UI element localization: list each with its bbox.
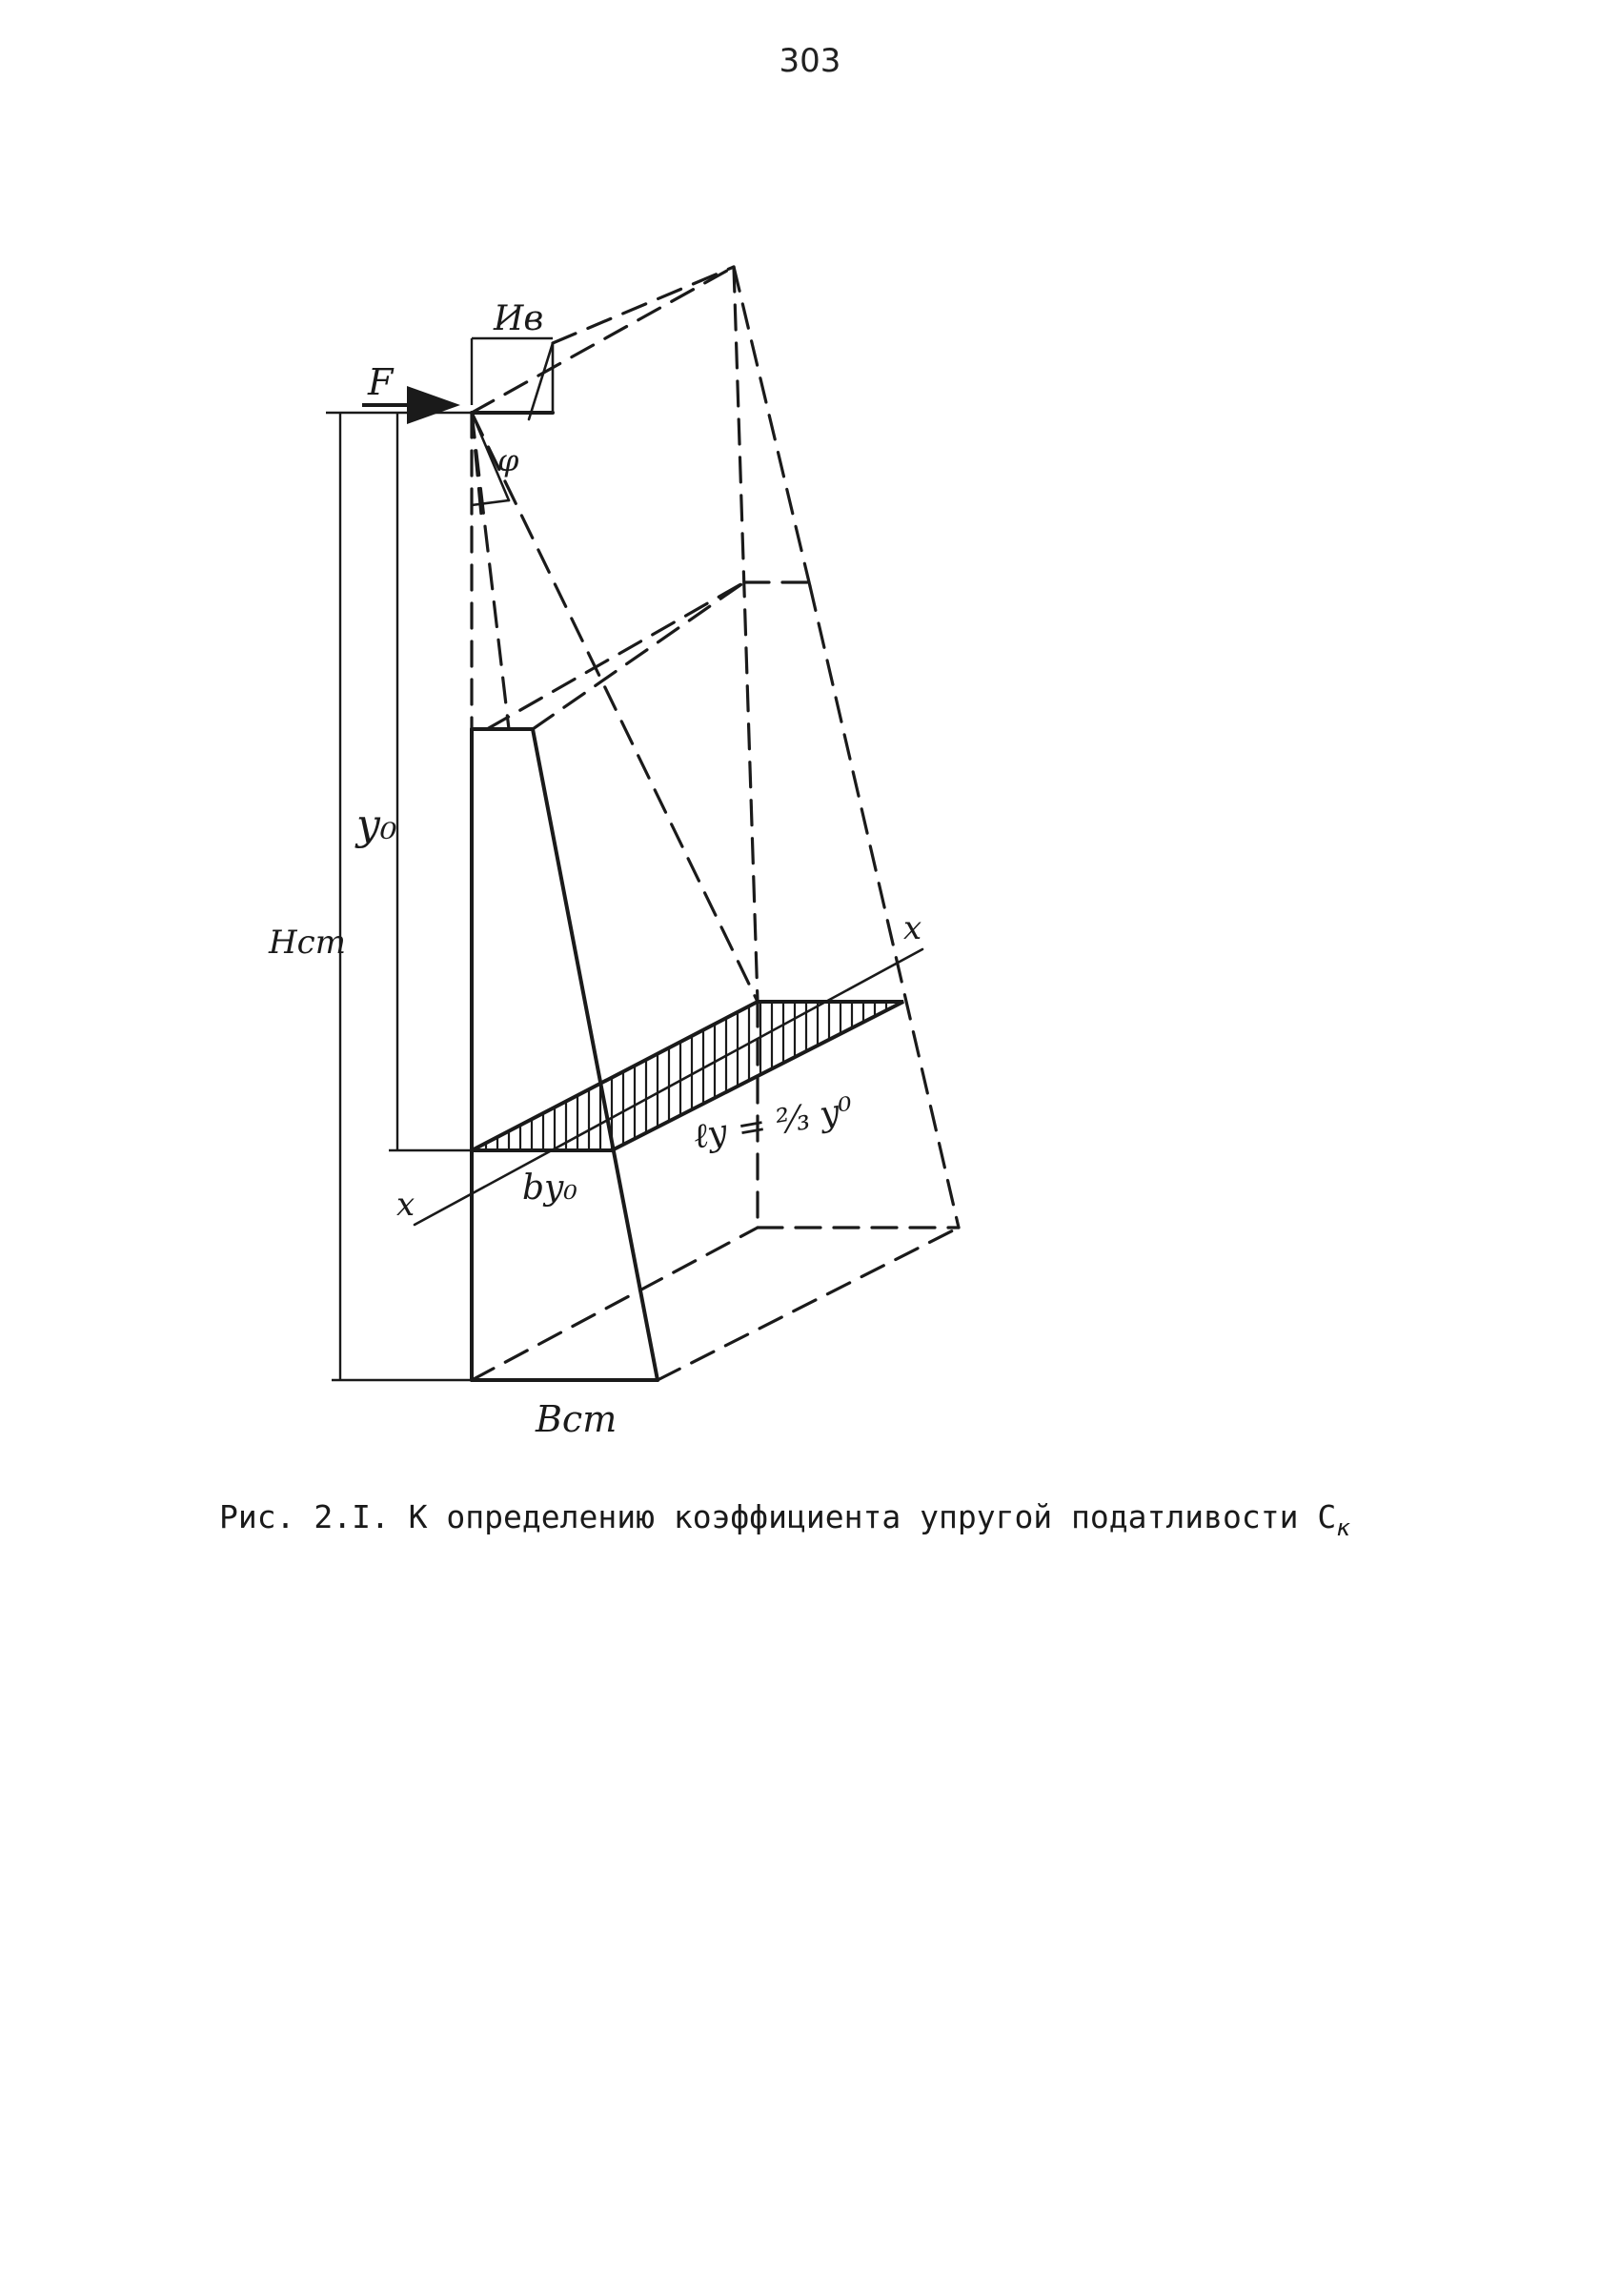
page-number: 303 [779,42,841,80]
top-width-label: Ив [494,299,544,338]
stand-dashed-edges [472,267,959,1380]
caption-subscript: к [1336,1514,1350,1541]
base-width-label: Bст [536,1398,618,1440]
section-width-label: by₀ [522,1168,577,1208]
caption-text: Рис. 2.I. К определению коэффициента упругой податливости С [219,1498,1337,1535]
total-height-label: Hст [269,924,346,962]
height-y0-label: y₀ [356,801,397,849]
angle-phi-lines [472,343,553,505]
x-axis-label-right: x [903,909,922,947]
angle-phi-label: φ [497,442,519,478]
x-axis-label-left: x [396,1186,415,1224]
dimension-lines [326,338,553,1380]
x-axis-line [415,949,922,1225]
stand-solid-outline [472,413,658,1380]
length-label: ℓy = ²⁄₃ y⁰ [690,1090,857,1157]
force-label: F [368,361,394,403]
figure-caption [219,1498,1458,1541]
